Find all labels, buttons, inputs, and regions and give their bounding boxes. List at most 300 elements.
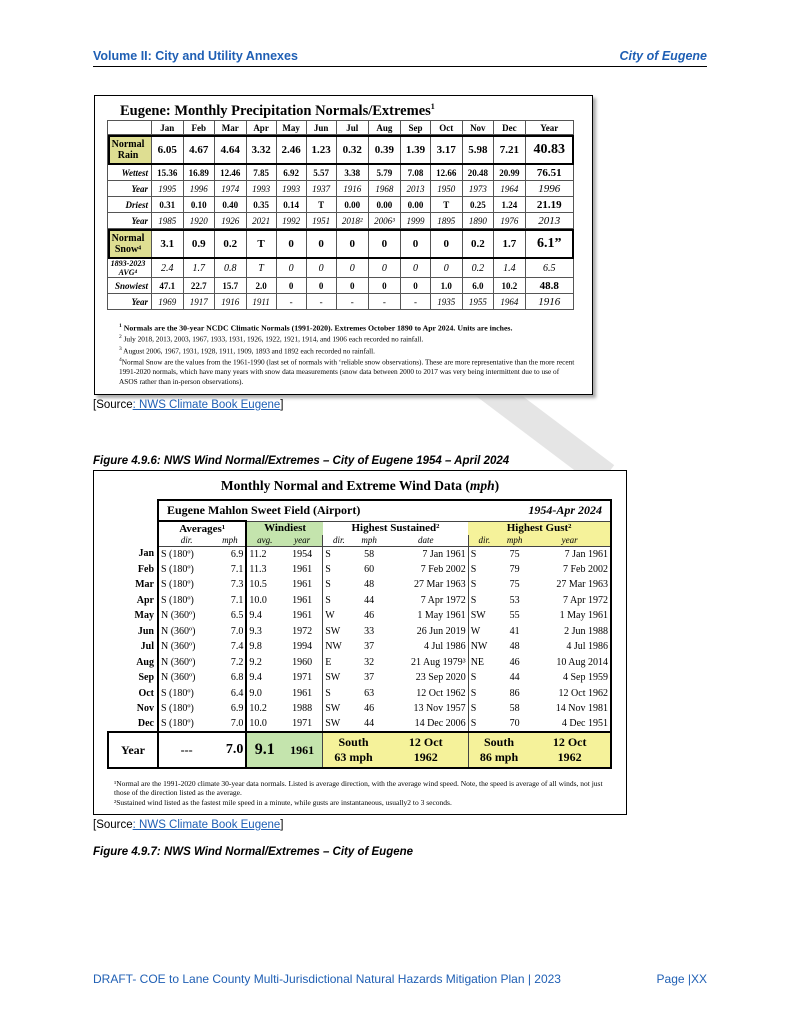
sub-header: mph <box>214 535 246 546</box>
precipitation-figure <box>94 95 593 395</box>
year-avg-direction: --- <box>158 732 214 768</box>
month-label: Apr <box>136 594 154 606</box>
windiest-year: 1994 <box>292 641 313 653</box>
gust-direction: S <box>468 577 500 593</box>
avg-direction: S (180º) <box>158 593 214 609</box>
avg-speed: 7.1 <box>230 563 244 575</box>
sustained-direction: S <box>323 686 355 702</box>
month-value: 1.24 <box>494 197 526 213</box>
month-value: 0.2 <box>462 259 494 278</box>
month-value: 4.67 <box>183 135 215 165</box>
highest-gust-header: Highest Gust² <box>468 521 611 535</box>
sub-header: mph <box>500 535 529 546</box>
month-value: 1950 <box>431 181 463 197</box>
sustained-direction: S <box>323 546 355 562</box>
month-value: 22.7 <box>183 278 215 294</box>
wind-month-row <box>108 686 611 702</box>
avg-speed: 6.9 <box>230 703 244 715</box>
month-label: Sep <box>138 672 154 684</box>
windiest-avg: 9.3 <box>246 624 282 640</box>
sustained-date: 21 Aug 1979³ <box>411 656 466 668</box>
annual-value: 48.8 <box>525 278 573 294</box>
figure-caption-4-9-6: Figure 4.9.6: NWS Wind Normal/Extremes – City of Eugene 1954 – April 2024 <box>93 455 510 467</box>
wind-figure <box>93 470 627 815</box>
row-label: 1893-2023 AVG⁴ <box>108 259 152 278</box>
month-value: 1916 <box>215 294 247 310</box>
month-value: 0.9 <box>183 229 215 259</box>
precipitation-table <box>107 120 574 310</box>
windiest-avg: 10.2 <box>246 701 282 717</box>
windiest-avg: 11.3 <box>246 562 282 578</box>
month-value: 1935 <box>431 294 463 310</box>
month-value: 1.7 <box>183 259 215 278</box>
windiest-avg: 10.0 <box>246 593 282 609</box>
averages-header: Averages¹ <box>158 521 246 535</box>
windiest-avg: 9.4 <box>246 608 282 624</box>
avg-direction: N (360º) <box>158 639 214 655</box>
row-label: Year <box>108 294 152 310</box>
sub-header: dir. <box>468 535 500 546</box>
month-value: 1968 <box>368 181 400 197</box>
month-value: 2006³ <box>368 213 400 229</box>
year-windiest-year: 1961 <box>282 732 323 768</box>
avg-direction: S (180º) <box>158 717 214 733</box>
month-value: T <box>246 259 276 278</box>
annual-value: 21.19 <box>525 197 573 213</box>
sustained-speed: 32 <box>364 656 375 668</box>
gust-direction: S <box>468 593 500 609</box>
month-value: 3.1 <box>152 229 184 259</box>
sub-header: mph <box>355 535 384 546</box>
month-value: 0 <box>276 229 306 259</box>
gust-date: 10 Aug 2014 <box>529 655 611 671</box>
windiest-year: 1960 <box>292 656 313 668</box>
gust-direction: S <box>468 717 500 733</box>
month-value: 0 <box>336 229 368 259</box>
wind-month-row <box>108 701 611 717</box>
sustained-speed: 60 <box>364 563 375 575</box>
wind-title: Monthly Normal and Extreme Wind Data (mph) <box>220 478 500 493</box>
month-value: 0.8 <box>215 259 247 278</box>
month-value: 12.46 <box>215 165 247 181</box>
month-value: 0.00 <box>401 197 431 213</box>
month-label: Jan <box>138 548 154 560</box>
windiest-year: 1971 <box>292 672 313 684</box>
month-value: 0 <box>368 229 400 259</box>
column-header: Oct <box>431 121 463 135</box>
gust-date: 14 Nov 1981 <box>529 701 611 717</box>
month-label: Mar <box>135 579 154 591</box>
month-value: 1920 <box>183 213 215 229</box>
month-value: T <box>246 229 276 259</box>
normal-snow-row <box>108 229 574 259</box>
gust-speed: 75 <box>509 579 520 591</box>
sustained-date: 1 May 1961 <box>417 610 466 622</box>
avg-direction: S (180º) <box>158 562 214 578</box>
wind-month-row <box>108 717 611 733</box>
sustained-direction: NW <box>323 639 355 655</box>
month-value: 6.05 <box>152 135 184 165</box>
sustained-speed: 44 <box>364 718 375 730</box>
row-label: Year <box>108 181 152 197</box>
wind-month-row <box>108 546 611 562</box>
source-line-precipitation: [Source: NWS Climate Book Eugene] <box>93 399 284 411</box>
avg-speed: 7.0 <box>230 625 244 637</box>
gust-direction: S <box>468 701 500 717</box>
column-header: Jul <box>336 121 368 135</box>
month-value: - <box>401 294 431 310</box>
month-label: Nov <box>136 703 154 715</box>
sustained-speed: 46 <box>364 610 375 622</box>
month-value: 1964 <box>494 294 526 310</box>
wettest-year-row <box>108 181 574 197</box>
avg-speed: 6.9 <box>230 548 244 560</box>
windiest-avg: 9.0 <box>246 686 282 702</box>
column-header: Mar <box>215 121 247 135</box>
month-value: 1951 <box>306 213 336 229</box>
source-line-wind: [Source: NWS Climate Book Eugene] <box>93 819 284 831</box>
month-value: 1.0 <box>431 278 463 294</box>
month-value: 0 <box>306 259 336 278</box>
month-value: 15.7 <box>215 278 247 294</box>
month-value: 1937 <box>306 181 336 197</box>
avg-speed: 7.2 <box>230 656 244 668</box>
month-value: 0 <box>306 278 336 294</box>
avg-direction: S (180º) <box>158 686 214 702</box>
sustained-date: 7 Apr 1972 <box>420 594 466 606</box>
month-value: 5.57 <box>306 165 336 181</box>
sub-header: year <box>529 535 611 546</box>
sustained-date: 26 Jun 2019 <box>416 625 466 637</box>
year-label: Year <box>108 732 158 768</box>
gust-direction: S <box>468 686 500 702</box>
month-value: 0 <box>306 229 336 259</box>
month-value: 0 <box>276 278 306 294</box>
gust-speed: 75 <box>509 548 520 560</box>
gust-speed: 86 <box>509 687 520 699</box>
month-value: 1.7 <box>494 229 526 259</box>
month-value: 1993 <box>246 181 276 197</box>
sub-header: date <box>384 535 468 546</box>
year-gust-line2: 86 mph <box>479 750 519 764</box>
gust-date: 4 Jul 1986 <box>529 639 611 655</box>
column-header: Jun <box>306 121 336 135</box>
driest-year-row <box>108 213 574 229</box>
month-label: Dec <box>137 718 154 730</box>
avg-direction: S (180º) <box>158 546 214 562</box>
wind-month-row <box>108 577 611 593</box>
month-value: 0 <box>368 259 400 278</box>
month-value: T <box>431 197 463 213</box>
gust-date: 4 Dec 1951 <box>529 717 611 733</box>
month-value: 20.99 <box>494 165 526 181</box>
column-header: Sep <box>401 121 431 135</box>
month-value: 0.25 <box>462 197 494 213</box>
annual-value: 6.1” <box>525 229 573 259</box>
gust-speed: 79 <box>509 563 520 575</box>
month-value: 0 <box>276 259 306 278</box>
year-windiest-avg: 9.1 <box>246 732 282 768</box>
month-value: 1.23 <box>306 135 336 165</box>
sustained-direction: SW <box>323 701 355 717</box>
month-value: 7.21 <box>494 135 526 165</box>
wind-month-row <box>108 562 611 578</box>
snowiest-year-row <box>108 294 574 310</box>
precipitation-notes: $^1$ Normals are the 30-year NCDC Climatic Normals (1991-2020). Extremes October 1890 to Apr 2024. Units are inches. $^2$ July 2018, 2013, 2003, 1967, 1933, 1931, 1926, 1922, 1921, 1914, and 1906 each recorded no rainfall. $^3$ August 2006, 1967, 1931, 1928, 1911, 1909, 1893 and 1892 each recorded no rainfall. $^4$Normal Snow are the values from the 1961-1990 (last set of normals with ‘reliable snow observations). These are more representative than the more recent 1991-2020 normals, which have many years with snow data measurements (snow data between 2000 to 2017 was very being intermittent due to use of ASOS rather than in-person observations). <box>119 323 575 386</box>
month-value: 12.66 <box>431 165 463 181</box>
month-value: 1999 <box>401 213 431 229</box>
sustained-date: 7 Jan 1961 <box>422 548 466 560</box>
sustained-direction: S <box>323 562 355 578</box>
sub-header: dir. <box>323 535 355 546</box>
month-value: 0.40 <box>215 197 247 213</box>
sustained-speed: 37 <box>364 672 375 684</box>
avg-direction: S (180º) <box>158 701 214 717</box>
windiest-year: 1961 <box>292 579 313 591</box>
month-value: 0 <box>401 278 431 294</box>
month-value: 0 <box>336 259 368 278</box>
avg-direction: N (360º) <box>158 608 214 624</box>
wind-month-row <box>108 593 611 609</box>
year-sustained-date-line2: 1962 <box>413 750 438 764</box>
nws-climate-book-link[interactable]: : NWS Climate Book Eugene <box>132 819 281 831</box>
month-value: 2.46 <box>276 135 306 165</box>
gust-direction: W <box>468 624 500 640</box>
month-value: 15.36 <box>152 165 184 181</box>
month-value: 2013 <box>401 181 431 197</box>
highest-sustained-header: Highest Sustained² <box>323 521 468 535</box>
windiest-avg: 9.8 <box>246 639 282 655</box>
month-value: 1917 <box>183 294 215 310</box>
month-value: 0.2 <box>462 229 494 259</box>
month-value: 2021 <box>246 213 276 229</box>
month-value: 0 <box>368 278 400 294</box>
month-value: 0.00 <box>336 197 368 213</box>
column-header: Aug <box>368 121 400 135</box>
gust-speed: 48 <box>509 641 520 653</box>
month-value: 2018² <box>336 213 368 229</box>
month-value: 1969 <box>152 294 184 310</box>
windiest-year: 1988 <box>292 703 313 715</box>
header-city-title: City of Eugene <box>619 49 707 63</box>
row-label: Wettest <box>108 165 152 181</box>
month-value: 1993 <box>276 181 306 197</box>
sustained-speed: 58 <box>364 548 375 560</box>
footer-page-number: Page |XX <box>656 972 707 986</box>
avg-speed: 7.0 <box>230 718 244 730</box>
year-gust <box>468 732 529 768</box>
gust-speed: 53 <box>509 594 520 606</box>
windiest-year: 1961 <box>292 687 313 699</box>
gust-speed: 41 <box>509 625 520 637</box>
sustained-direction: SW <box>323 670 355 686</box>
year-avg-speed: 7.0 <box>214 732 246 768</box>
column-header: Apr <box>246 121 276 135</box>
avg-direction: N (360º) <box>158 624 214 640</box>
gust-date: 2 Jun 1988 <box>529 624 611 640</box>
annual-value: 76.51 <box>525 165 573 181</box>
avg-speed: 7.4 <box>230 641 244 653</box>
month-value: 1976 <box>494 213 526 229</box>
wind-month-row <box>108 670 611 686</box>
sustained-date: 27 Mar 1963 <box>414 579 466 591</box>
period-label: 1954-Apr 2024 <box>468 500 611 521</box>
month-value: 3.17 <box>431 135 463 165</box>
sustained-date: 23 Sep 2020 <box>415 672 466 684</box>
year-sustained <box>323 732 384 768</box>
sub-header: year <box>282 535 323 546</box>
month-value: 6.92 <box>276 165 306 181</box>
gust-date: 7 Jan 1961 <box>529 546 611 562</box>
sustained-speed: 46 <box>364 703 375 715</box>
month-value: 3.32 <box>246 135 276 165</box>
avg-direction: N (360º) <box>158 655 214 671</box>
sustained-direction: E <box>323 655 355 671</box>
windiest-year: 1961 <box>292 594 313 606</box>
sustained-direction: S <box>323 593 355 609</box>
gust-direction: S <box>468 562 500 578</box>
avg-speed: 7.3 <box>230 579 244 591</box>
month-label: Jul <box>140 641 154 653</box>
page-header <box>93 49 707 67</box>
month-label: Aug <box>136 656 154 668</box>
precipitation-header-row <box>108 121 574 135</box>
gust-date: 7 Feb 2002 <box>529 562 611 578</box>
windiest-avg: 11.2 <box>246 546 282 562</box>
sub-header-row <box>108 535 611 546</box>
annual-value: 40.83 <box>525 135 573 165</box>
sustained-date: 14 Dec 2006 <box>414 718 466 730</box>
month-value: 5.98 <box>462 135 494 165</box>
sustained-speed: 63 <box>364 687 375 699</box>
avg-direction: S (180º) <box>158 577 214 593</box>
column-header: Year <box>525 121 573 135</box>
spacer-cell <box>108 500 158 521</box>
windiest-year: 1971 <box>292 718 313 730</box>
avg-speed: 6.5 <box>230 610 244 622</box>
annual-value: 6.5 <box>525 259 573 278</box>
month-value: 1974 <box>215 181 247 197</box>
gust-speed: 46 <box>509 656 520 668</box>
month-value: 1926 <box>215 213 247 229</box>
gust-date: 27 Mar 1963 <box>529 577 611 593</box>
month-value: 4.64 <box>215 135 247 165</box>
month-label: May <box>134 610 154 622</box>
annual-value: 2013 <box>525 213 573 229</box>
month-value: 0.39 <box>368 135 400 165</box>
gust-direction: NW <box>468 639 500 655</box>
month-value: 0 <box>336 278 368 294</box>
windiest-year: 1961 <box>292 610 313 622</box>
sustained-date: 4 Jul 1986 <box>424 641 466 653</box>
year-gust-line1: South <box>483 735 514 749</box>
month-value: 1985 <box>152 213 184 229</box>
year-gust-date-line2: 1962 <box>557 750 582 764</box>
month-value: 0 <box>431 259 463 278</box>
wind-month-row <box>108 608 611 624</box>
driest-row <box>108 197 574 213</box>
gust-speed: 55 <box>509 610 520 622</box>
month-value: 1911 <box>246 294 276 310</box>
month-value: 0.35 <box>246 197 276 213</box>
precipitation-title: Eugene: Monthly Precipitation Normals/Extremes$^1$ <box>120 102 435 119</box>
column-header: Jan <box>152 121 184 135</box>
windiest-avg: 9.2 <box>246 655 282 671</box>
figure-caption-4-9-7: Figure 4.9.7: NWS Wind Normal/Extremes – City of Eugene <box>93 846 414 858</box>
gust-speed: 70 <box>509 718 520 730</box>
group-header-row <box>108 521 611 535</box>
spacer-cell <box>108 521 158 535</box>
avg-direction: N (360º) <box>158 670 214 686</box>
sustained-direction: SW <box>323 717 355 733</box>
month-value: 1895 <box>431 213 463 229</box>
year-gust-date-line1: 12 Oct <box>552 735 587 749</box>
month-value: 1964 <box>494 181 526 197</box>
month-value: 1955 <box>462 294 494 310</box>
windiest-avg: 9.4 <box>246 670 282 686</box>
wettest-row <box>108 165 574 181</box>
gust-speed: 58 <box>509 703 520 715</box>
month-value: - <box>306 294 336 310</box>
column-header: Nov <box>462 121 494 135</box>
column-header: Feb <box>183 121 215 135</box>
gust-date: 7 Apr 1972 <box>529 593 611 609</box>
gust-direction: NE <box>468 655 500 671</box>
month-value: 2.0 <box>246 278 276 294</box>
spacer-cell <box>108 535 158 546</box>
avg-speed: 6.8 <box>230 672 244 684</box>
wind-table <box>107 499 612 769</box>
month-value: 1890 <box>462 213 494 229</box>
month-value: 6.0 <box>462 278 494 294</box>
sustained-direction: S <box>323 577 355 593</box>
month-value: - <box>276 294 306 310</box>
windiest-year: 1972 <box>292 625 313 637</box>
sustained-date: 13 Nov 1957 <box>413 703 466 715</box>
month-value: 0.32 <box>336 135 368 165</box>
year-sustained-date-line1: 12 Oct <box>408 735 443 749</box>
windiest-year: 1954 <box>292 548 313 560</box>
month-value: - <box>368 294 400 310</box>
month-label: Feb <box>137 563 154 575</box>
gust-date: 1 May 1961 <box>529 608 611 624</box>
windiest-avg: 10.0 <box>246 717 282 733</box>
sustained-speed: 33 <box>364 625 375 637</box>
sub-header: avg. <box>246 535 282 546</box>
gust-date: 4 Sep 1959 <box>529 670 611 686</box>
sustained-direction: W <box>323 608 355 624</box>
avg-speed: 7.1 <box>230 594 244 606</box>
nws-climate-book-link[interactable]: : NWS Climate Book Eugene <box>132 399 281 411</box>
month-value: 5.79 <box>368 165 400 181</box>
month-value: 0.00 <box>368 197 400 213</box>
month-value: 1995 <box>152 181 184 197</box>
windiest-avg: 10.5 <box>246 577 282 593</box>
sustained-direction: SW <box>323 624 355 640</box>
month-value: 1.4 <box>494 259 526 278</box>
year-gust-date <box>529 732 611 768</box>
month-value: 0.14 <box>276 197 306 213</box>
column-header: Dec <box>494 121 526 135</box>
gust-date: 12 Oct 1962 <box>529 686 611 702</box>
header-volume-title: Volume II: City and Utility Annexes <box>93 49 298 63</box>
month-value: - <box>336 294 368 310</box>
month-value: 0.31 <box>152 197 184 213</box>
month-value: 1996 <box>183 181 215 197</box>
column-header: May <box>276 121 306 135</box>
row-label: Year <box>108 213 152 229</box>
station-row <box>108 500 611 521</box>
